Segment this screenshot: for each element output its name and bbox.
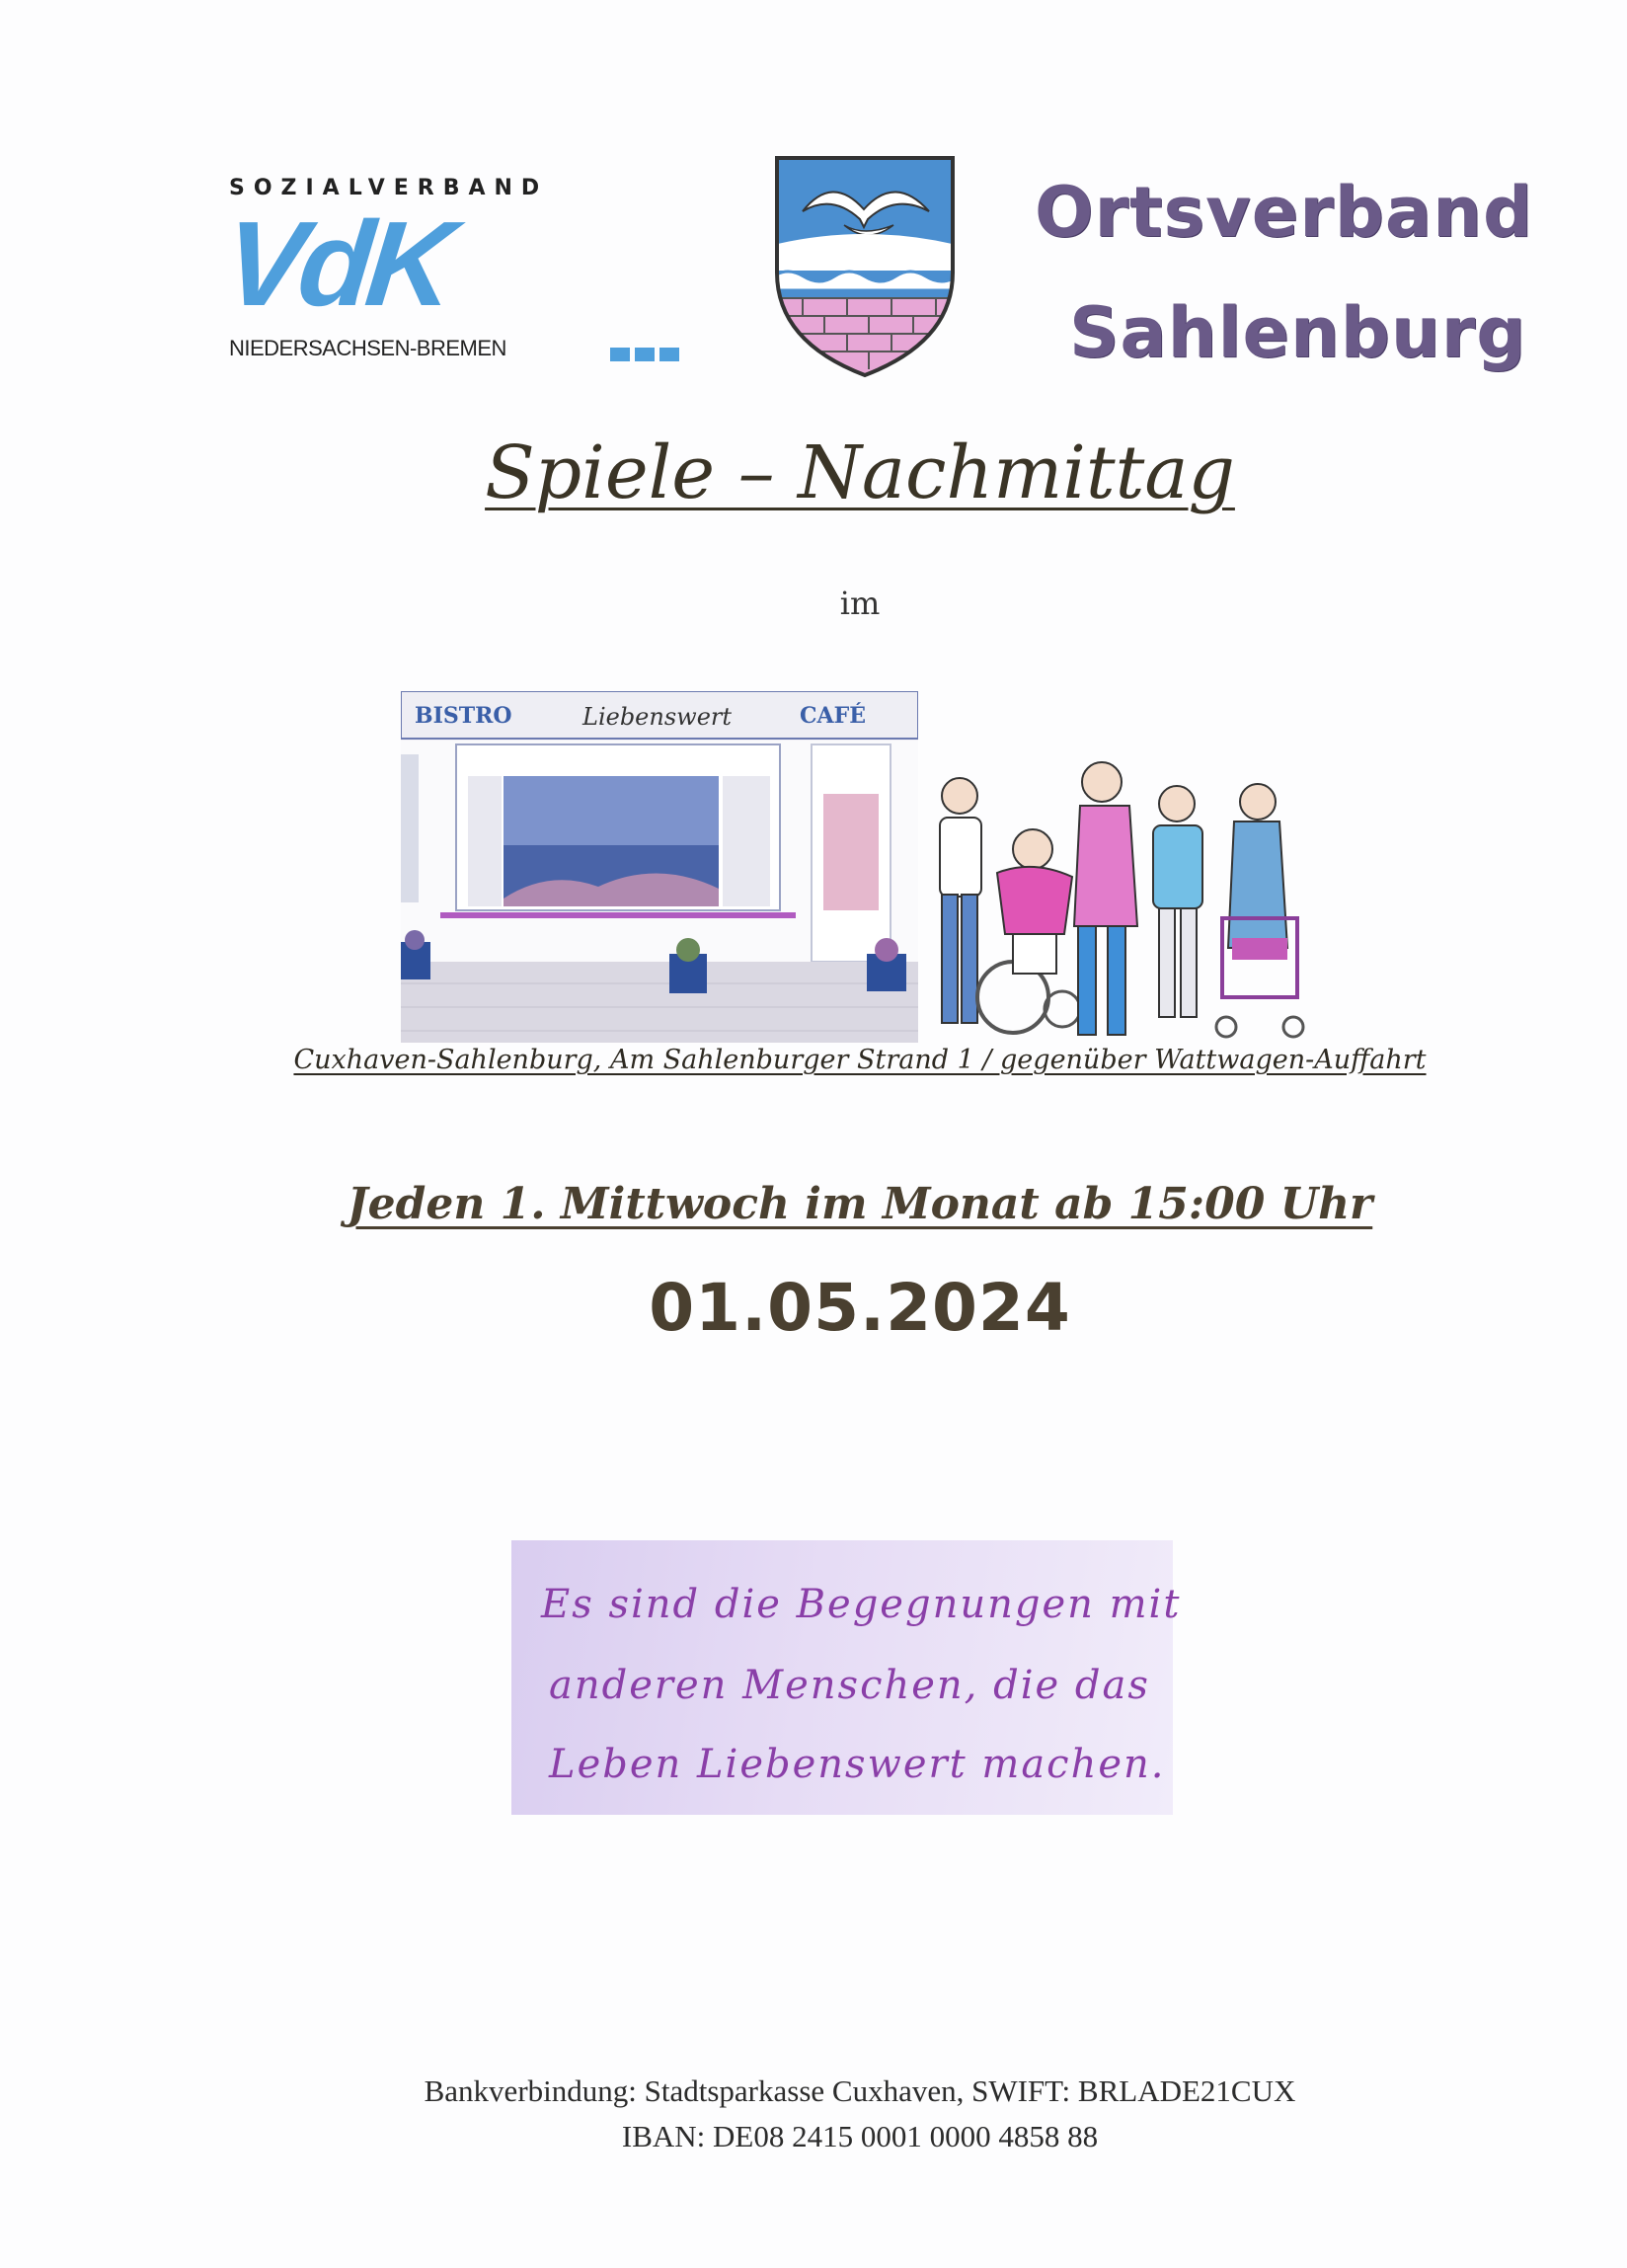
vdk-dots-icon bbox=[610, 348, 679, 361]
event-title: Spiele – Nachmittag bbox=[485, 430, 1235, 515]
iban-details: IBAN: DE08 2415 0001 0000 4858 88 bbox=[621, 2119, 1099, 2153]
bistro-sign-center: Liebenswert bbox=[582, 703, 733, 731]
event-schedule: Jeden 1. Mittwoch im Monat ab 15:00 Uhr bbox=[347, 1179, 1373, 1229]
preposition-text: im bbox=[839, 585, 881, 622]
quote-line-3: Leben Liebenswert machen. bbox=[549, 1742, 1166, 1787]
bistro-photo bbox=[401, 691, 918, 1043]
seniors-group-illustration bbox=[918, 760, 1313, 1047]
vdk-sozialverband-text: SOZIALVERBAND bbox=[229, 176, 549, 200]
quote-line-2: anderen Menschen, die das bbox=[549, 1663, 1150, 1708]
bank-details: Bankverbindung: Stadtsparkasse Cuxhaven, SWIFT: BRLADE21CUX bbox=[424, 2073, 1296, 2108]
bistro-sign-right: CAFÉ bbox=[800, 703, 866, 729]
org-name-line1: Ortsverband bbox=[1035, 172, 1534, 253]
org-name-line2: Sahlenburg bbox=[1069, 292, 1527, 373]
quote-line-1: Es sind die Begegnungen mit bbox=[541, 1582, 1182, 1627]
sahlenburg-coat-of-arms-icon bbox=[773, 154, 957, 379]
vdk-logo: VdK bbox=[217, 196, 456, 331]
event-date: 01.05.2024 bbox=[649, 1270, 1071, 1346]
vdk-region-text: NIEDERSACHSEN-BREMEN bbox=[229, 336, 506, 360]
bistro-sign-left: BISTRO bbox=[415, 703, 512, 729]
quote-box bbox=[511, 1540, 1182, 1815]
event-address: Cuxhaven-Sahlenburg, Am Sahlenburger Strand 1 / gegenüber Wattwagen-Auffahrt bbox=[293, 1045, 1427, 1075]
